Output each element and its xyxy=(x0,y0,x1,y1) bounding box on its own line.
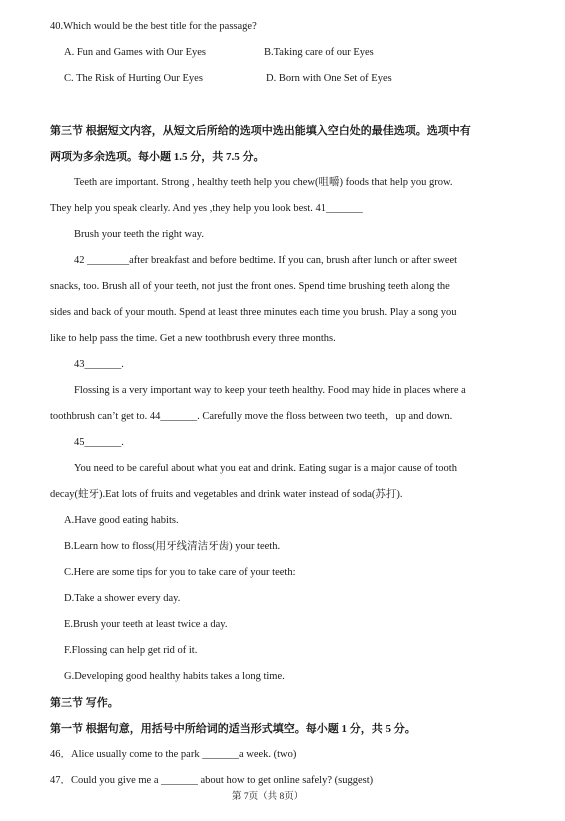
option-g: G.Developing good healthy habits takes a long time. xyxy=(64,671,285,682)
option-a: A.Have good eating habits. xyxy=(64,515,179,526)
q40-option-b: B.Taking care of our Eyes xyxy=(264,47,374,58)
question-46: 46．Alice usually come to the park _______a week. (two) xyxy=(50,749,297,760)
passage-line: Flossing is a very important way to keep your teeth healthy. Food may hide in places where a xyxy=(74,385,466,396)
passage-line: They help you speak clearly. And yes ,they help you look best. 41_______ xyxy=(50,203,363,214)
passage-subheading: Brush your teeth the right way. xyxy=(74,229,204,240)
option-c: C.Here are some tips for you to take care of your teeth: xyxy=(64,567,296,578)
question-47: 47．Could you give me a _______ about how to get online safely? (suggest) xyxy=(50,775,374,786)
q40-option-c: C. The Risk of Hurting Our Eyes xyxy=(64,73,203,84)
writing-heading: 第三节 写作。 xyxy=(50,697,119,709)
writing-subheading: 第一节 根据句意，用括号中所给词的适当形式填空。每小题 1 分，共 5 分。 xyxy=(50,723,416,735)
option-e: E.Brush your teeth at least twice a day. xyxy=(64,619,228,630)
section3-heading: 第三节 根据短文内容，从短文后所给的选项中选出能填入空白处的最佳选项。选项中有 xyxy=(50,125,471,137)
question-40: 40.Which would be the best title for the passage? xyxy=(50,21,257,32)
passage-line: 42 ________after breakfast and before bedtime. If you can, brush after lunch or after sweet xyxy=(74,255,458,266)
blank-45: 45_______. xyxy=(74,437,124,448)
option-f: F.Flossing can help get rid of it. xyxy=(64,645,198,656)
page-footer: 第 7页（共 8页） xyxy=(232,792,304,802)
passage-line: snacks, too. Brush all of your teeth, not just the front ones. Spend time brushing teeth along the xyxy=(50,281,450,292)
passage-line: Teeth are important. Strong , healthy teeth help you chew(咀嚼) foods that help you grow. xyxy=(74,177,453,188)
passage-line: decay(蛀牙).Eat lots of fruits and vegetables and drink water instead of soda(苏打). xyxy=(50,489,403,500)
passage-line: sides and back of your mouth. Spend at least three minutes each time you brush. Play a song you xyxy=(50,307,457,318)
passage-line: You need to be careful about what you eat and drink. Eating sugar is a major cause of tooth xyxy=(74,463,457,474)
q40-option-a: A. Fun and Games with Our Eyes xyxy=(64,47,207,58)
blank-43: 43_______. xyxy=(74,359,124,370)
option-d: D.Take a shower every day. xyxy=(64,593,181,604)
q40-option-d: D. Born with One Set of Eyes xyxy=(266,73,392,84)
passage-line: toothbrush can’t get to. 44_______. Carefully move the floss between two teeth，up and down. xyxy=(50,411,453,422)
section3-heading-cont: 两项为多余选项。每小题 1.5 分，共 7.5 分。 xyxy=(50,151,265,163)
passage-line: like to help pass the time. Get a new toothbrush every three months. xyxy=(50,333,336,344)
option-b: B.Learn how to floss(用牙线清洁牙齿) your teeth. xyxy=(64,541,281,552)
